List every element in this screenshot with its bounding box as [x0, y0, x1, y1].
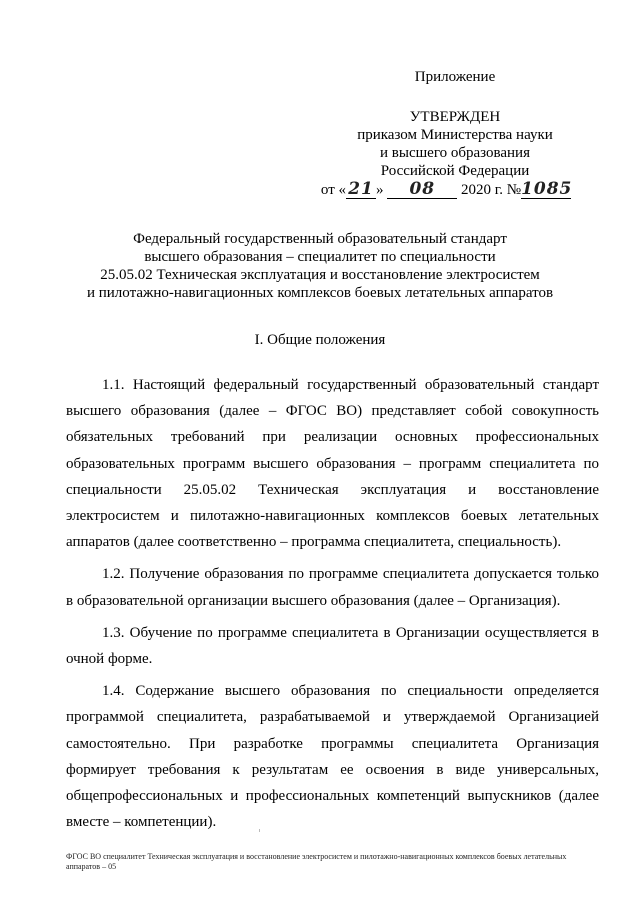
handwritten-month: 08: [387, 180, 457, 199]
title-line-4: и пилотажно-навигационных комплексов боевых летательных аппаратов: [86, 285, 554, 301]
page-footer: ФГОС ВО специалитет Техническая эксплуатация и восстановление электросистем и пилотажно-навигационных комплексов боевых летательных аппаратов – 05: [66, 852, 567, 871]
approval-line-3: Российской Федерации: [380, 163, 530, 179]
section-heading: I. Общие положения: [254, 332, 386, 348]
body-text: [66, 372, 599, 841]
handwritten-order-number: 1085: [521, 179, 573, 199]
title-line-2: высшего образования – специалитет по специальности: [144, 249, 496, 265]
paragraph-1-2: 1.2. Получение образования по программе специалитета допускается только в образовательной организации высшего образования (далее – Организация).: [66, 566, 599, 609]
date-prefix: от «: [320, 182, 347, 198]
approval-line-1: приказом Министерства науки: [357, 127, 553, 143]
approved-heading: УТВЕРЖДЕН: [409, 109, 501, 125]
paragraph-1-1: 1.1. Настоящий федеральный государственный образовательный стандарт высшего образования (далее – ФГОС ВО) представляет собой совокупность обязательных требований при реализации основных профессиональных образовательных программ высшего образования – программ специалитета по специальности 25.05.02 Техническая эксплуатация и восстановление электросистем и пилотажно-навигационных комплексов боевых летательных аппаратов (далее соответственно – программа специалитета, специальность).: [66, 377, 599, 551]
title-line-1: Федеральный государственный образовательный стандарт: [133, 231, 507, 247]
approval-stamp-block: [320, 68, 580, 199]
appendix-label: Приложение: [414, 69, 496, 85]
date-day-close: »: [376, 182, 384, 198]
scan-speck: [259, 829, 260, 832]
approval-line-2: и высшего образования: [380, 145, 530, 161]
title-line-3: 25.05.02 Техническая эксплуатация и восстановление электросистем: [100, 267, 540, 283]
year-number-label: 2020 г. №: [461, 182, 522, 198]
paragraph-1-3: 1.3. Обучение по программе специалитета в Организации осуществляется в очной форме.: [66, 624, 599, 668]
approval-date-line: [312, 180, 580, 199]
handwritten-day: 21: [346, 180, 376, 199]
paragraph-1-4: 1.4. Содержание высшего образования по специальности определяется программой специалитета, разрабатываемой и утверждаемой Организацией самостоятельно. При разработке программы специалитета Организация формирует требования к результатам ее освоения в виде универсальных, общепрофессиональных и профессиональных компетенций выпускников (далее вместе – компетенции).: [66, 683, 599, 831]
document-title: [60, 230, 580, 302]
